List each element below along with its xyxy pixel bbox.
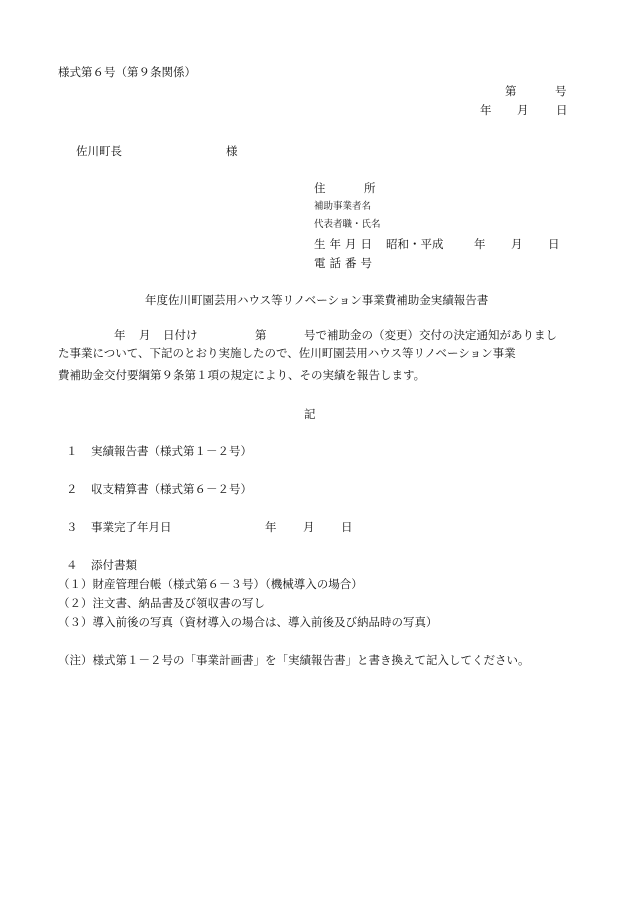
birth-day: 日 (548, 237, 560, 251)
date-day: 日 (556, 103, 568, 117)
business-name-label: 補助事業者名 (314, 201, 372, 212)
address-label-1: 住 (314, 181, 326, 195)
item-3-year: 年 (265, 520, 277, 534)
body-line-1-dai: 第 (255, 328, 267, 342)
item-4-number: ４ (66, 558, 78, 572)
attachment-3: （３）導入前後の写真（資材導入の場合は、導入前後及び納品時の写真） (58, 615, 438, 629)
body-line-1-rest: 号で補助金の（変更）交付の決定通知がありまし (304, 328, 557, 342)
body-line-2: た事業について、下記のとおり実施したので、佐川町園芸用ハウス等リノベーション事業 (58, 346, 516, 360)
date-month: 月 (517, 103, 529, 117)
date-year: 年 (480, 103, 492, 117)
birthdate-label: 生年月日 (314, 237, 376, 251)
attachment-1: （１）財産管理台帳（様式第６－３号）（機械導入の場合） (58, 577, 363, 591)
note: （注）様式第１－２号の「事業計画書」を「実績報告書」と書き換えて記入してください。 (58, 653, 530, 667)
birth-year: 年 (474, 237, 486, 251)
item-2-number: ２ (66, 482, 78, 496)
document-title: 年度佐川町園芸用ハウス等リノベーション事業費補助金実績報告書 (145, 293, 489, 307)
form-number: 様式第６号（第９条関係） (58, 65, 196, 79)
doc-number-go: 号 (555, 84, 567, 98)
representative-label: 代表者職・氏名 (314, 219, 381, 230)
body-line-3: 費補助金交付要綱第９条第１項の規定により、その実績を報告します。 (58, 368, 426, 382)
ki-heading: 記 (304, 407, 316, 421)
doc-number-dai: 第 (505, 84, 517, 98)
phone-label: 電話番号 (314, 256, 376, 270)
body-paragraph (58, 342, 573, 386)
item-1-number: １ (66, 444, 78, 458)
body-line-1-day: 日付け (163, 328, 198, 342)
era-label: 昭和・平成 (386, 237, 444, 251)
recipient-honorific: 様 (226, 144, 238, 158)
item-3-text: 事業完了年月日 (91, 520, 172, 534)
birth-month: 月 (511, 237, 523, 251)
item-4-text: 添付書類 (91, 558, 137, 572)
item-1-text: 実績報告書（様式第１－２号） (91, 444, 252, 458)
address-label-2: 所 (364, 181, 376, 195)
item-3-number: ３ (66, 520, 78, 534)
recipient-name: 佐川町長 (76, 144, 122, 158)
body-line-1-year: 年 (114, 328, 126, 342)
item-2-text: 収支精算書（様式第６－２号） (91, 482, 252, 496)
attachment-2: （２）注文書、納品書及び領収書の写し (58, 596, 265, 610)
item-3-day: 日 (341, 520, 353, 534)
item-3-month: 月 (303, 520, 315, 534)
body-line-1-month: 月 (139, 328, 151, 342)
